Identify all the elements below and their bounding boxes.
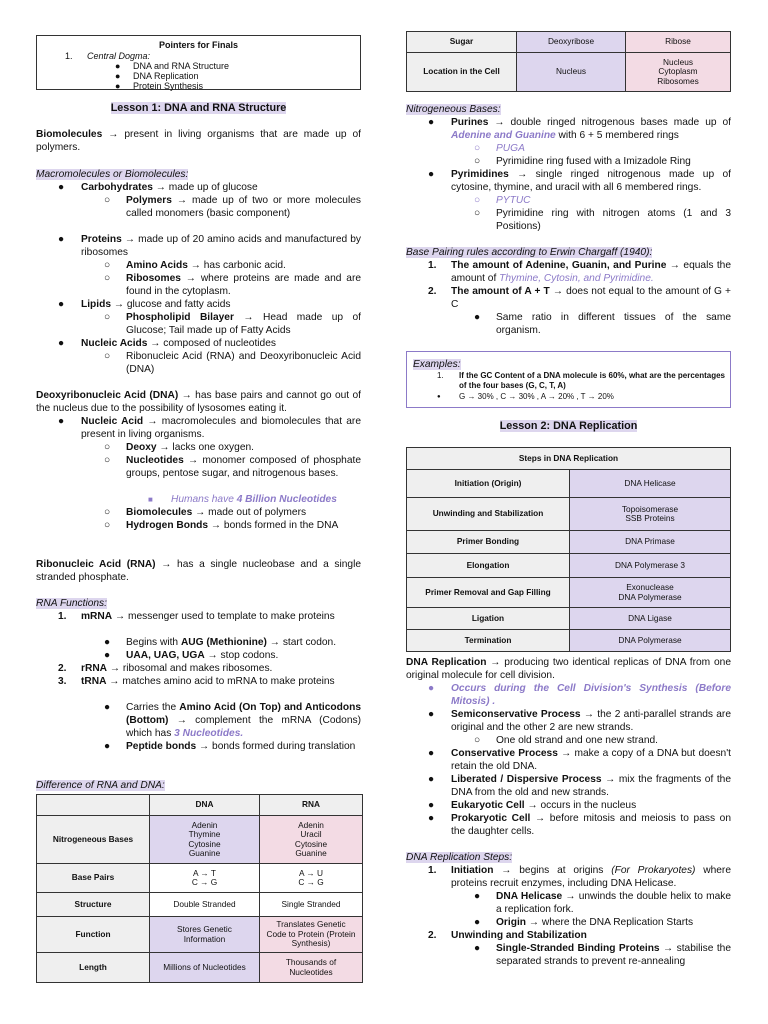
euk-item: Eukaryotic Cell → occurs in the nucleus <box>451 800 637 811</box>
pointers-bullet: ● <box>115 71 121 81</box>
bullet-square: ■ <box>148 495 153 504</box>
dna-cell: Adenin Thymine Cytosine Guanine <box>150 816 260 864</box>
step-value: DNA Polymerase <box>570 630 731 652</box>
sugar-table <box>406 31 731 92</box>
rrna-item: rRNA → ribosomal and makes ribosomes. <box>81 663 273 674</box>
table-row <box>407 53 731 92</box>
polymers-item: Polymers → made up of two or more molecules called monomers (basic component) <box>126 195 361 219</box>
list-number: 1. <box>58 611 67 622</box>
bullet-dot: ● <box>474 312 481 323</box>
rna-cell: Thousands of Nucleotides <box>260 953 363 983</box>
bullet-dot: ● <box>58 338 65 349</box>
pointers-box <box>36 35 361 90</box>
rule1-item: The amount of Adenine, Guanin, and Purine → equals the amount of Thymine, Cytosin, and Pyrimidine. <box>451 260 731 284</box>
dnarep-paragraph: DNA Replication → producing two identical replicas of DNA from one original molecule for cell division. <box>406 657 731 681</box>
bullet-circle: ○ <box>474 195 481 206</box>
row-label: Structure <box>37 893 150 917</box>
diff-header-dna: DNA <box>150 795 260 816</box>
table-row <box>407 630 731 652</box>
puga-item: PUGA <box>496 143 525 154</box>
examples-number: 1. <box>437 371 444 380</box>
bullet-dot: ● <box>474 917 481 928</box>
pointers-title: Pointers for Finals <box>158 40 238 50</box>
bullet-circle: ○ <box>474 735 481 746</box>
list-number: 1. <box>428 865 437 876</box>
nucleotides-item: Nucleotides → monomer composed of phosphate groups, pentose sugar, and nitrogenous bases. <box>126 455 361 479</box>
step-value: Exonuclease DNA Polymerase <box>570 578 731 608</box>
examples-question: If the GC Content of a DNA molecule is 60%, what are the percentages of the four bases (G, C, T, A) <box>459 371 725 390</box>
pointers-sub: Protein Synthesis <box>133 81 204 91</box>
table-row <box>407 608 731 630</box>
bullet-dot: ● <box>58 182 65 193</box>
dna-cell: A → T C → G <box>150 864 260 893</box>
examples-box <box>406 351 731 408</box>
rna-functions-heading: RNA Functions: <box>36 598 107 609</box>
nucleic-sub: Ribonucleic Acid (RNA) and Deoxyribonucleic Acid (DNA) <box>126 351 361 375</box>
rna-cell: Single Stranded <box>260 893 363 917</box>
deoxy-item: Deoxy → lacks one oxygen. <box>126 442 254 453</box>
chargaff-heading: Base Pairing rules according to Erwin Chargaff (1940): <box>406 247 653 258</box>
semi-item: Semiconservative Process → the 2 anti-parallel strands are original and the other 2 are new strands. <box>451 709 731 733</box>
amino-item: Amino Acids → has carbonic acid. <box>126 260 286 271</box>
ssb-item: Single-Stranded Binding Proteins → stabilise the separated strands to prevent re-annealing <box>496 943 731 967</box>
rna-cell: Ribose <box>626 32 731 53</box>
phospho-item: Phospholipid Bilayer → Head made up of Glucose; Tail made up of Fatty Acids <box>126 312 361 336</box>
bullet-dot: ● <box>104 741 111 752</box>
row-label: Base Pairs <box>37 864 150 893</box>
biomolecules-paragraph: Biomolecules → present in living organisms that are made up of polymers. <box>36 129 361 153</box>
bullet-dot: ● <box>428 813 435 824</box>
helicase-item: DNA Helicase → unwinds the double helix to make a replication fork. <box>496 891 731 915</box>
step-label: Unwinding and Stabilization <box>407 498 570 531</box>
trna-item: tRNA → matches amino acid to mRNA to make proteins <box>81 676 335 687</box>
carb-item: Carbohydrates → made up of glucose <box>81 182 258 193</box>
bullet-dot: ● <box>428 683 435 694</box>
step-value: DNA Primase <box>570 531 731 554</box>
purines-item: Purines → double ringed nitrogenous bases made up of Adenine and Guanine with 6 + 5 membered rings <box>451 117 731 141</box>
purine-sub: Pyrimidine ring fused with a Imizadole Ring <box>496 156 691 167</box>
bullet-circle: ○ <box>104 442 111 453</box>
rule2-item: The amount of A + T → does not equal to the amount of G + C <box>451 286 731 310</box>
nitro-heading: Nitrogeneous Bases: <box>406 104 501 115</box>
table-row <box>407 32 731 53</box>
bullet-dot: ● <box>428 748 435 759</box>
bullet-circle: ○ <box>104 260 111 271</box>
disp-item: Liberated / Dispersive Process → mix the fragments of the DNA from the old and new strands. <box>451 774 731 798</box>
step-label: Ligation <box>407 608 570 630</box>
dna-cell: Deoxyribose <box>517 32 626 53</box>
pointers-item: Central Dogma: <box>87 51 151 61</box>
bullet-dot: ● <box>58 234 65 245</box>
bullet-circle: ○ <box>104 273 111 284</box>
lipids-item: Lipids → glucose and fatty acids <box>81 299 231 310</box>
bullet-dot: ● <box>428 117 435 128</box>
bullet-circle: ○ <box>474 143 481 154</box>
origin-item: Origin → where the DNA Replication Starts <box>496 917 694 928</box>
step-value: DNA Ligase <box>570 608 731 630</box>
row-label: Function <box>37 917 150 953</box>
bullet-dot: ● <box>428 774 435 785</box>
step-value: DNA Polymerase 3 <box>570 554 731 578</box>
step-label: Primer Bonding <box>407 531 570 554</box>
pyr-sub: Pyrimidine ring with nitrogen atoms (1 and 3 Positions) <box>496 208 731 232</box>
peptide-item: Peptide bonds → bonds formed during translation <box>126 741 356 752</box>
row-label: Location in the Cell <box>407 53 517 92</box>
rna-cell: Adenin Uracil Cytosine Guanine <box>260 816 363 864</box>
lesson2-title: Lesson 2: DNA Replication <box>499 420 638 432</box>
step-value: Topoisomerase SSB Proteins <box>570 498 731 531</box>
list-number: 2. <box>428 930 437 941</box>
table-row <box>37 864 363 893</box>
list-number: 2. <box>58 663 67 674</box>
bullet-circle: ○ <box>474 156 481 167</box>
row-label: Sugar <box>407 32 517 53</box>
mrna-item: mRNA → messenger used to template to make proteins <box>81 611 335 622</box>
table-row <box>407 531 731 554</box>
pointers-sub: DNA Replication <box>133 71 199 81</box>
bullet-dot: ● <box>58 416 65 427</box>
step-label: Elongation <box>407 554 570 578</box>
bullet-dot: ● <box>474 891 481 902</box>
table-row <box>407 498 731 531</box>
bullet-circle: ○ <box>104 195 111 206</box>
table-row <box>407 554 731 578</box>
bullet-dot: ● <box>104 702 111 713</box>
step-label: Initiation (Origin) <box>407 470 570 498</box>
ribosomes-item: Ribosomes → where proteins are made and are found in the cytoplasm. <box>126 273 361 297</box>
macro-heading: Macromolecules or Biomolecules: <box>36 169 189 180</box>
table-row <box>37 917 363 953</box>
bullet-dot: ● <box>474 943 481 954</box>
table-row <box>37 953 363 983</box>
bullet-dot: ● <box>428 800 435 811</box>
steps-table-title: Steps in DNA Replication <box>407 448 731 470</box>
pointers-sub: DNA and RNA Structure <box>133 61 230 71</box>
rna-cell: Nucleus Cytoplasm Ribosomes <box>626 53 731 92</box>
bullet-circle: ○ <box>104 455 111 466</box>
row-label: Length <box>37 953 150 983</box>
proteins-item: Proteins → made up of 20 amino acids and manufactured by ribosomes <box>81 234 361 258</box>
bullet-dot: ● <box>428 709 435 720</box>
dna-cell: Stores Genetic Information <box>150 917 260 953</box>
list-number: 3. <box>58 676 67 687</box>
dna-paragraph: Deoxyribonucleic Acid (DNA) → has base pairs and cannot go out of the nucleus due to the possibility of lysosomes eating it. <box>36 390 361 414</box>
diff-heading: Difference of RNA and DNA: <box>36 780 165 791</box>
dna-cell: Nucleus <box>517 53 626 92</box>
pointers-bullet: ● <box>115 61 121 71</box>
unwind-item: Unwinding and Stabilization <box>451 930 587 941</box>
bullet-circle: ○ <box>104 312 111 323</box>
nucleic-item: Nucleic Acids → composed of nucleotides <box>81 338 276 349</box>
dna-cell: Double Stranded <box>150 893 260 917</box>
diff-table <box>36 794 363 983</box>
rna-paragraph: Ribonucleic Acid (RNA) → has a single nucleobase and a single stranded phosphate. <box>36 559 361 583</box>
rule2-sub: Same ratio in different tissues of the same organism. <box>496 312 731 336</box>
bullet-dot: ● <box>428 169 435 180</box>
table-row <box>407 578 731 608</box>
bullet-circle: ○ <box>104 351 111 362</box>
init-item: Initiation → begins at origins (For Prokaryotes) where proteins recruit enzymes, including DNA Helicase. <box>451 865 731 889</box>
nucleic-acid-item: Nucleic Acid → macromolecules and biomolecules that are present in living organisms. <box>81 416 361 440</box>
bullet-circle: ○ <box>474 208 481 219</box>
steps-heading: DNA Replication Steps: <box>406 852 513 863</box>
step-label: Primer Removal and Gap Filling <box>407 578 570 608</box>
bullet-dot: ● <box>104 650 111 661</box>
table-row <box>37 816 363 864</box>
list-number: 2. <box>428 286 437 297</box>
list-number: 1. <box>428 260 437 271</box>
rna-cell: A → U C → G <box>260 864 363 893</box>
examples-title: Examples: <box>413 359 461 370</box>
bullet-dot: ● <box>58 299 65 310</box>
step-label: Termination <box>407 630 570 652</box>
bullet-circle: ○ <box>104 507 111 518</box>
pyrimidines-item: Pyrimidines → single ringed nitrogenous made up of cytosine, thymine, and uracil with all 6 membered rings. <box>451 169 731 193</box>
row-label: Nitrogeneous Bases <box>37 816 150 864</box>
semi-sub: One old strand and one new strand. <box>496 735 658 746</box>
humans-item: Humans have 4 Billion Nucleotides <box>171 494 337 505</box>
rna-cell: Translates Genetic Code to Protein (Protein Synthesis) <box>260 917 363 953</box>
bullet-circle: ○ <box>104 520 111 531</box>
bullet-dot: ● <box>104 637 111 648</box>
pointers-bullet: ● <box>115 81 121 91</box>
diff-header-rna: RNA <box>260 795 363 816</box>
step-value: DNA Helicase <box>570 470 731 498</box>
dna-cell: Millions of Nucleotides <box>150 953 260 983</box>
stop-item: UAA, UAG, UGA → stop codons. <box>126 650 279 661</box>
table-row <box>37 893 363 917</box>
steps-table <box>406 447 731 652</box>
diff-header-blank <box>37 795 150 816</box>
pointers-number: 1. <box>65 51 73 61</box>
prok-item: Prokaryotic Cell → before mitosis and meiosis to pass on the daughter cells. <box>451 813 731 837</box>
cons-item: Conservative Process → make a copy of a DNA but doesn't retain the old DNA. <box>451 748 731 772</box>
occurs-item: Occurs during the Cell Division's Synthesis (Before Mitosis) . <box>451 683 731 707</box>
biomols-item: Biomolecules → made out of polymers <box>126 507 307 518</box>
carries-item: Carries the Amino Acid (On Top) and Anticodons (Bottom) → complement the mRNA (Codons) which has 3 Nucleotides. <box>126 702 361 739</box>
pytuc-item: PYTUC <box>496 195 531 206</box>
hbonds-item: Hydrogen Bonds → bonds formed in the DNA <box>126 520 339 531</box>
table-row <box>407 470 731 498</box>
bullet-dot: ● <box>437 394 441 400</box>
aug-item: Begins with AUG (Methionine) → start codon. <box>126 637 337 648</box>
lesson1-title: Lesson 1: DNA and RNA Structure <box>110 102 287 114</box>
examples-answer: G → 30% , C → 30% , A → 20% , T → 20% <box>459 392 614 401</box>
